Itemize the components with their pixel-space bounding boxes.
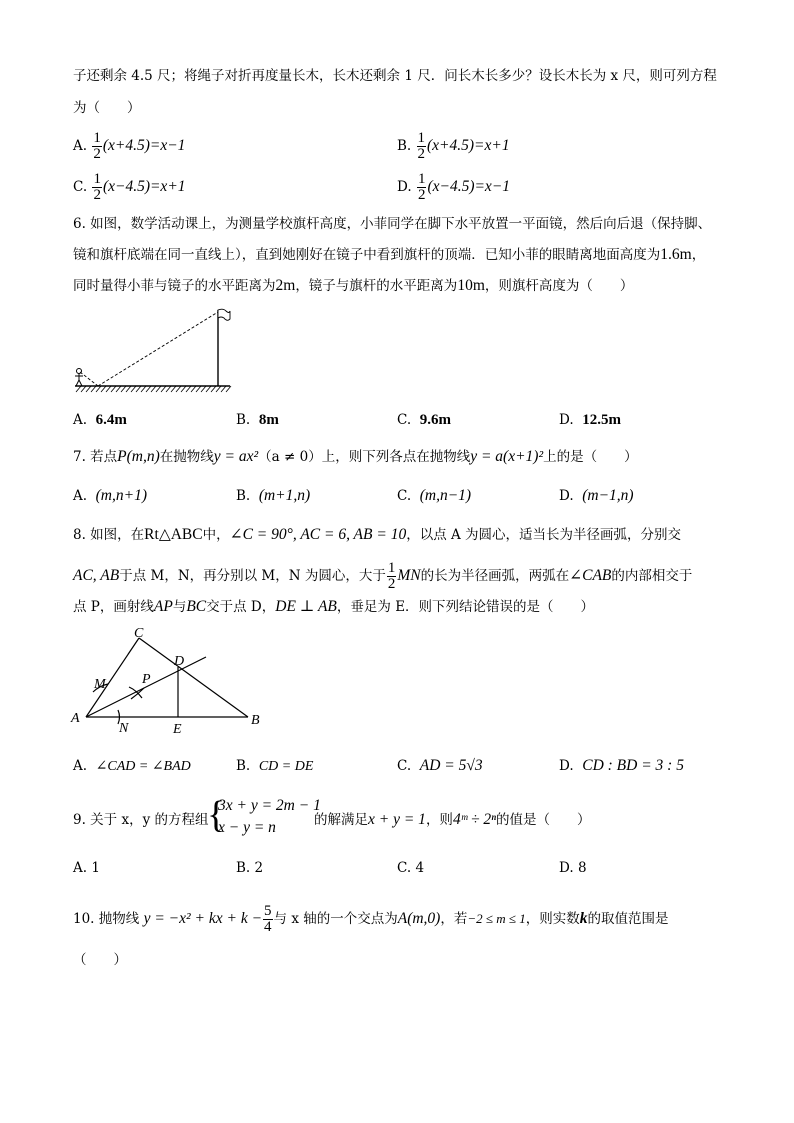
q9-option-d[interactable]: D. 8 (559, 860, 587, 876)
q10-line2: （ ） (73, 952, 127, 968)
fraction-half: $\frac{1}{2}$ (93, 130, 101, 162)
q6-option-b[interactable]: B. 8m (236, 412, 279, 428)
eye-to-mirror-line (80, 372, 98, 386)
q5-option-c[interactable]: C. $\frac{1}{2}$ (x−4.5)=x+1 (73, 171, 186, 203)
label-e: E (173, 722, 182, 737)
side-cb (139, 638, 248, 717)
label-m: M (94, 677, 106, 692)
q8-line3: 点 P，画射线AP与BC交于点 D，DE ⊥ AB，垂足为 E．则下列结论错误的是（ ） (73, 598, 595, 615)
q8-line1: 8. 如图，在Rt△ABC中，∠C = 90°, AC = 6, AB = 10，以点 A 为圆心，适当长为半径画弧，分别交 (73, 526, 682, 543)
q7-option-b[interactable]: B. (m+1,n) (236, 487, 311, 504)
q8-figure (66, 622, 276, 737)
label-c: C (134, 626, 144, 641)
label-d: D (174, 654, 185, 669)
q9-option-b[interactable]: B. 2 (236, 860, 264, 876)
q8-option-a[interactable]: A. ∠CAD = ∠BAD (73, 758, 191, 774)
q5-option-a[interactable]: A. $\frac{1}{2}$ (x+4.5)=x−1 (73, 130, 186, 162)
q10-line1: 10. 抛物线 y = −x² + kx + k − $\frac{5}{4}$ 与 x 轴的一个交点为A(m,0)，若−2 ≤ m ≤ 1，则实数k的取值范围是 (73, 903, 669, 935)
q9-pre: 9. 关于 x，y 的方程组 (73, 812, 209, 828)
q6-line1: 6. 如图，数学活动课上，为测量学校旗杆高度，小菲同学在脚下水平放置一平面镜，然后向后退（保持脚、 (73, 216, 712, 232)
q5-line2: 为（ ） (73, 100, 141, 116)
label-b: B (251, 713, 260, 728)
q7-option-c[interactable]: C. (m,n−1) (397, 487, 472, 504)
q8-line2: AC, AB于点 M，N，再分别以 M，N 为圆心，大于 $\frac{1}{2}$ MN的长为半径画弧，两弧在∠CAB的内部相交于 (73, 560, 693, 592)
q8-option-b[interactable]: B. CD = DE (236, 758, 314, 774)
q7-line: 7. 若点P(m,n)在抛物线y = ax²（a ≠ 0）上，则下列各点在抛物线y = a(x+1)²上的是（ ） (73, 448, 638, 465)
q6-option-a[interactable]: A. 6.4m (73, 412, 127, 428)
brace: { (207, 794, 226, 836)
q5-option-b[interactable]: B. $\frac{1}{2}$ (x+4.5)=x+1 (397, 130, 510, 162)
q6-figure (70, 306, 240, 396)
q7-option-d[interactable]: D. (m−1,n) (559, 487, 634, 504)
q6-option-c[interactable]: C. 9.6m (397, 412, 451, 428)
fraction-half: $\frac{1}{2}$ (417, 171, 426, 203)
fraction-five-quarters: $\frac{5}{4}$ (264, 903, 272, 935)
fraction-half: $\frac{1}{2}$ (417, 130, 426, 162)
q6-line2: 镜和旗杆底端在同一直线上），直到她刚好在镜子中看到旗杆的顶端．已知小菲的眼睛离地面高度为1.6m， (73, 246, 706, 263)
label-p: P (142, 672, 151, 687)
q7-option-a[interactable]: A. (m,n+1) (73, 487, 147, 504)
mirror-to-top-line (98, 312, 218, 386)
q5-line1: 子还剩余 4.5 尺；将绳子对折再度量长木，长木还剩余 1 尺．问长木长多少？设长木长为 x 尺，则可列方程 (73, 68, 717, 84)
q9-option-a[interactable]: A. 1 (73, 860, 100, 876)
q9-rest: 的解满足x + y = 1，则4ᵐ ÷ 2ⁿ的值是（ ） (314, 811, 591, 828)
q8-option-d[interactable]: D. CD : BD = 3 : 5 (559, 757, 684, 774)
q9-option-c[interactable]: C. 4 (397, 860, 425, 876)
flag-icon (218, 309, 230, 320)
q6-line3: 同时量得小菲与镜子的水平距离为2m，镜子与旗杆的水平距离为10m，则旗杆高度为（ ） (73, 277, 634, 294)
q9-eq2: x − y = n (218, 819, 276, 836)
q5-option-d[interactable]: D. $\frac{1}{2}$ (x−4.5)=x−1 (397, 171, 511, 203)
q9-eq1: 3x + y = 2m − 1 (218, 797, 321, 814)
q6-option-d[interactable]: D. 12.5m (559, 412, 621, 428)
label-n: N (119, 721, 129, 736)
fraction-half: $\frac{1}{2}$ (387, 560, 396, 592)
fraction-half: $\frac{1}{2}$ (93, 171, 101, 203)
ground-line (75, 386, 231, 392)
q8-option-c[interactable]: C. AD = 5√3 (397, 757, 483, 774)
label-a: A (71, 711, 80, 726)
person-icon (75, 369, 83, 387)
